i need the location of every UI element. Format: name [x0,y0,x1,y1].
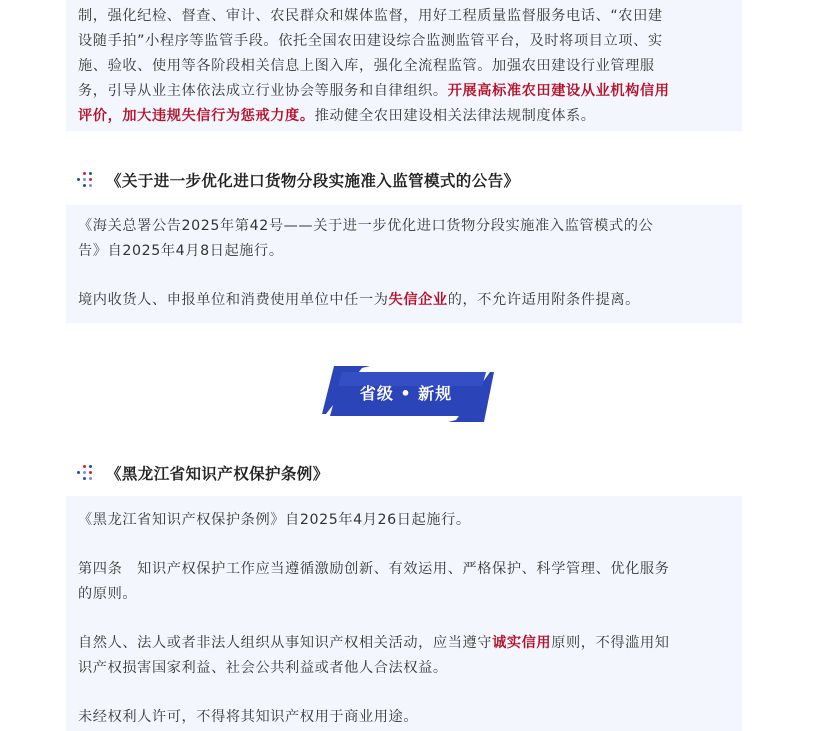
section-badge [318,360,494,424]
card1-line: 设随手拍”小程序等监管手段。依托全国农田建设综合监测监管平台，及时将项目立项、实 [78,33,663,49]
card3-line: 的原则。 [78,586,138,602]
card2-line [78,288,730,313]
card3-highlight: 诚实信用 [492,635,552,651]
card1-highlight: 评价，加大违规失信行为惩戒力度。 [78,108,315,124]
card3-line: 《黑龙江省知识产权保护条例》自2025年4月26日起施行。 [78,512,471,528]
section-title: 《黑龙江省知识产权保护条例》 [106,465,329,483]
card2-line: 告》自2025年4月8日起施行。 [78,243,284,259]
card1-text: 推动健全农田建设相关法律法规制度体系。 [314,108,596,124]
card2-line: 《海关总署公告2025年第42号——关于进一步优化进口货物分段实施准入监管模式的公 [78,218,654,234]
section-heading-1 [74,167,519,193]
card1-line: 制，强化纪检、督查、审计、农民群众和媒体监督，用好工程质量监督服务电话、“农田建 [78,8,663,24]
dots-icon [74,171,96,189]
card2-text: 境内收货人、申报单位和消费使用单位中任一为 [78,292,389,308]
article-card-1 [66,0,742,131]
card2-text: 的，不允许适用附条件提离。 [447,292,640,308]
card1-line [78,104,730,129]
card3-text: 原则，不得滥用知 [551,635,670,651]
card3-line: 识产权损害国家利益、社会公共利益或者他人合法权益。 [78,660,448,676]
section-heading-2 [74,460,329,486]
card1-text: 务，引导从业主体依法成立行业协会等服务和自律组织。 [78,83,448,99]
card1-line: 施、验收、使用等各阶段相关信息上图入库，强化全流程监管。加强农田建设行业管理服 [78,58,655,74]
card3-line: 第四条 知识产权保护工作应当遵循激励创新、有效运用、严格保护、科学管理、优化服务 [78,561,670,577]
article-card-2 [66,205,742,323]
dots-icon [74,464,96,482]
card2-highlight: 失信企业 [388,292,448,308]
card1-line [78,79,730,104]
card1-highlight: 开展高标准农田建设从业机构信用 [447,83,670,99]
badge-label: 省级 • 新规 [359,383,453,403]
section-title: 《关于进一步优化进口货物分段实施准入监管模式的公告》 [106,172,520,190]
article-card-3 [66,496,742,731]
card3-text: 自然人、法人或者非法人组织从事知识产权相关活动，应当遵守 [78,635,493,651]
card3-line: 未经权利人许可，不得将其知识产权用于商业用途。 [78,709,419,725]
card3-line [78,631,730,656]
